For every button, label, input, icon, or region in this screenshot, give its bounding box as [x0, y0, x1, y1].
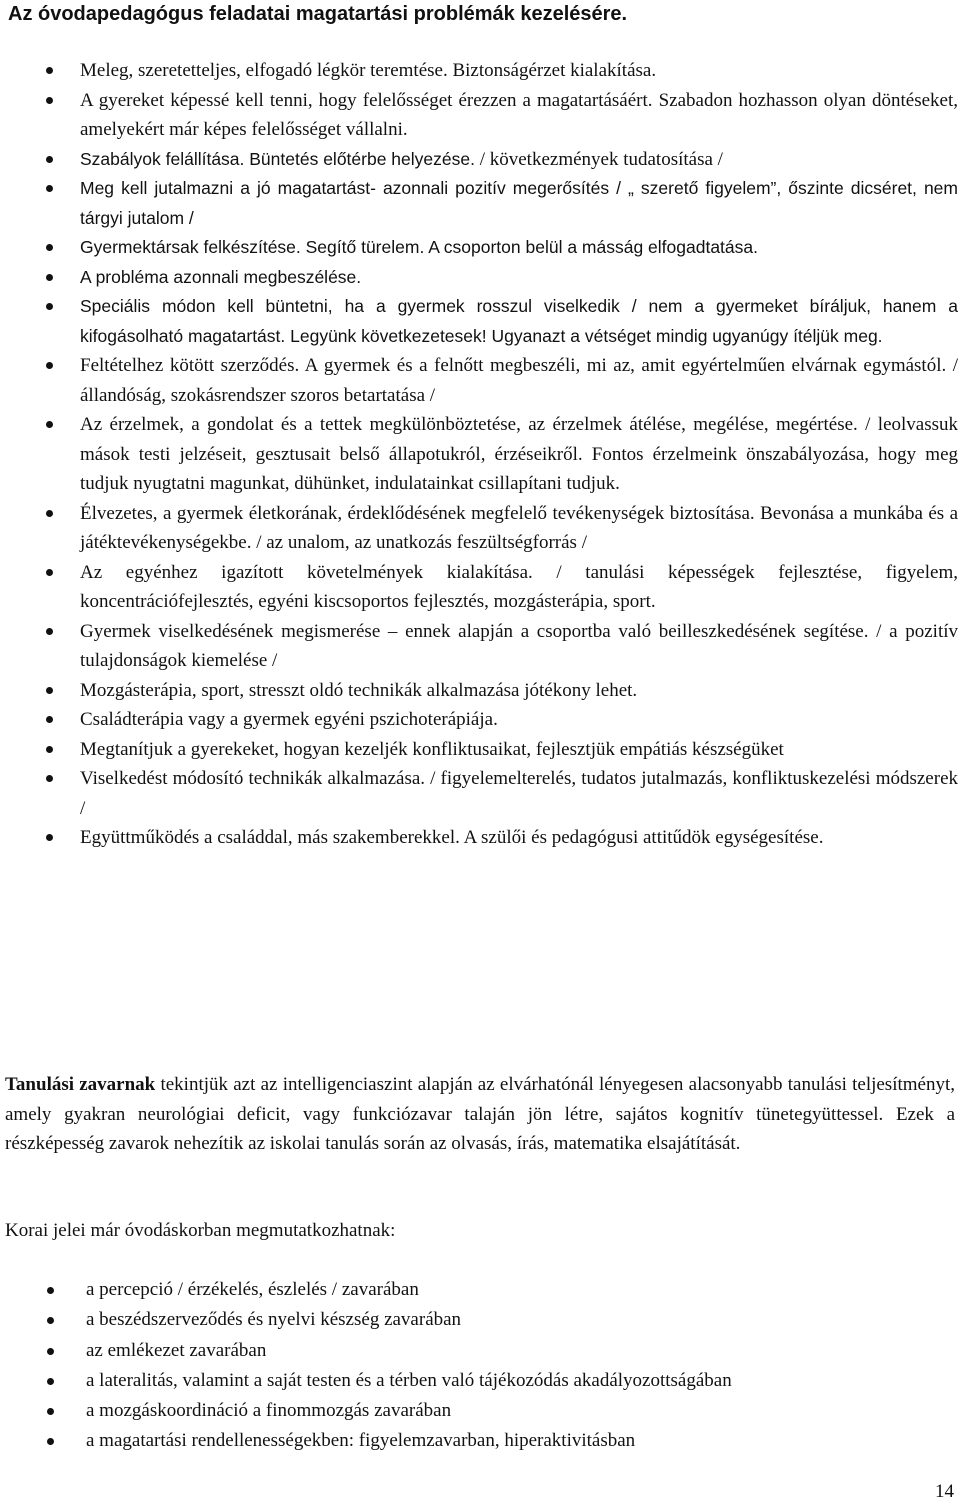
list-item — [0, 764, 960, 823]
list-item-text: Gyermek viselkedésének megismerése – ennek alapján a csoportba való beilleszkedésének segítése. / a pozitív tulajdonságok kiemelése / — [80, 620, 958, 671]
list-item-text: / következmények tudatosítása / — [474, 148, 723, 170]
early-signs-list — [0, 1275, 960, 1457]
list-item-text: a mozgáskoordináció a finommozgás zavarában — [86, 1400, 452, 1422]
list-item-text: A gyereket képessé kell tenni, hogy felelősséget érezzen a magatartásáért. Szabadon hozhasson olyan döntéseket, amelyekért már képes felelősséget vállalni. — [80, 89, 958, 140]
list-item-text: Viselkedést módosító technikák alkalmazása. / figyelemelterelés, tudatos jutalmazás, konfliktuskezelési módszerek / — [80, 768, 958, 819]
list-item-text-sans: A probléma azonnali megbeszélése. — [80, 266, 362, 287]
list-item — [0, 1396, 960, 1426]
list-item-text: Élvezetes, a gyermek életkorának, érdeklődésének megfelelő tevékenységek biztosítása. Bevonása a munkába és a játéktevékenységekbe. / az unalom, az unatkozás feszültségforrás / — [80, 502, 958, 553]
list-item — [0, 233, 960, 263]
bullet-icon — [46, 421, 53, 428]
list-item-text-sans: Speciális módon kell büntetni, ha a gyermek rosszul viselkedik / nem a gyermeket bíráljuk, hanem a kifogásolható magatartást. Legyünk következetesek! Ugyanazt a vétséget mindig ugyanúgy ítéljük meg. — [80, 296, 958, 346]
list-item — [0, 1366, 960, 1396]
list-item — [0, 292, 960, 351]
learning-disorder-term: Tanulási zavarnak — [5, 1074, 156, 1095]
list-item-text: Feltételhez kötött szerződés. A gyermek és a felnőtt megbeszéli, mi az, amit egyértelműen elvárnak egymástól. / állandóság, szokásrendszer szoros betartatása / — [80, 355, 958, 406]
bullet-icon — [46, 185, 53, 192]
list-item-text-sans: Szabályok felállítása. Büntetés előtérbe helyezése. — [80, 148, 475, 169]
list-item-text: Mozgásterápia, sport, stresszt oldó technikák alkalmazása jótékony lehet. — [80, 679, 638, 701]
bullet-icon — [46, 274, 53, 281]
list-item — [0, 823, 960, 853]
list-item — [0, 1426, 960, 1456]
bullet-icon — [46, 628, 53, 635]
list-item-text: Az egyénhez igazított követelmények kialakítása. / tanulási képességek fejlesztése, figyelem, koncentrációfejlesztés, egyéni kiscsoportos fejlesztés, mozgásterápia, sport. — [80, 561, 958, 612]
list-item-text: a percepció / érzékelés, észlelés / zavarában — [86, 1279, 419, 1300]
list-item — [0, 410, 960, 499]
list-item-text: a beszédszerveződés és nyelvi készség zavarában — [86, 1309, 462, 1331]
list-item — [0, 558, 960, 617]
bullet-icon — [46, 362, 53, 369]
list-item-text: Az érzelmek, a gondolat és a tettek megkülönböztetése, az érzelmek átélése, megélése, megértése. / leolvassuk mások testi jelzéseit, gesztusait belső állapotukról, érzéseikről. Fontos érzelmeink önszabályozása, hogy meg tudjuk nyugtatni magunkat, dühünket, indulatainkat csillapítani tudjuk. — [80, 414, 958, 494]
bullet-icon — [46, 303, 53, 310]
list-item — [0, 1305, 960, 1335]
list-item-text: Meleg, szeretetteljes, elfogadó légkör teremtése. Biztonságérzet kialakítása. — [80, 60, 657, 81]
bullet-icon — [46, 244, 53, 251]
list-item — [0, 735, 960, 765]
list-item-text: a magatartási rendellenességekben: figyelemzavarban, hiperaktivitásban — [86, 1430, 636, 1452]
bullet-icon — [46, 746, 53, 753]
bullet-icon — [47, 1378, 54, 1385]
bullet-icon — [46, 834, 53, 841]
bullet-icon — [47, 1438, 54, 1445]
list-item — [0, 56, 960, 86]
bullet-icon — [47, 1317, 54, 1324]
list-item — [0, 86, 960, 145]
list-item-text-sans: Gyermektársak felkészítése. Segítő türelem. A csoporton belül a másság elfogadtatása. — [80, 237, 758, 257]
list-item — [0, 351, 960, 410]
list-item — [0, 263, 960, 293]
list-item — [0, 676, 960, 706]
list-item-text: Együttműködés a családdal, más szakemberekkel. A szülői és pedagógusi attitűdök egységesítése. — [80, 827, 824, 848]
bullet-icon — [46, 775, 53, 782]
bullet-icon — [46, 569, 53, 576]
bullet-icon — [47, 1287, 54, 1294]
task-list — [0, 56, 960, 853]
bullet-icon — [46, 510, 53, 517]
bullet-icon — [46, 687, 53, 694]
bullet-icon — [46, 156, 53, 163]
bullet-icon — [46, 67, 53, 74]
list-item-text: a lateralitás, valamint a saját testen és a térben való tájékozódás akadályozottságában — [86, 1369, 732, 1391]
list-item-text: az emlékezet zavarában — [86, 1339, 267, 1361]
learning-disorder-definition: tekintjük azt az intelligenciaszint alapján az elvárhatónál lényegesen alacsonyabb tanulási teljesítményt, amely gyakran neurológiai deficit, vagy funkciózavar talaján jön létre, sajátos kognitív tünetegyüttessel. Ezek a részképesség zavarok nehezítik az iskolai tanulás során az olvasás, írás, matematika elsajátítását. — [5, 1074, 955, 1154]
list-item-text: Megtanítjuk a gyerekeket, hogyan kezeljék konfliktusaikat, fejlesztjük empátiás készségüket — [80, 738, 784, 760]
learning-disorder-paragraph — [5, 1070, 955, 1159]
bullet-icon — [47, 1408, 54, 1415]
bullet-icon — [46, 97, 53, 104]
list-item-text-sans: Meg kell jutalmazni a jó magatartást- azonnali pozitív megerősítés / „ szerető figyelem”, őszinte dicséret, nem tárgyi jutalom / — [80, 178, 958, 228]
list-item — [0, 705, 960, 735]
list-item — [0, 1275, 960, 1305]
list-item — [0, 145, 960, 175]
bullet-icon — [47, 1348, 54, 1355]
page-number: 14 — [935, 1481, 954, 1502]
section-title: Az óvodapedagógus feladatai magatartási problémák kezelésére. — [8, 3, 628, 25]
list-item — [0, 499, 960, 558]
bullet-icon — [46, 716, 53, 723]
list-item-text: Családterápia vagy a gyermek egyéni pszichoterápiája. — [80, 709, 498, 730]
list-item — [0, 174, 960, 233]
list-item — [0, 1336, 960, 1366]
early-signs-intro: Korai jelei már óvodáskorban megmutatkozhatnak: — [5, 1220, 396, 1241]
list-item — [0, 617, 960, 676]
